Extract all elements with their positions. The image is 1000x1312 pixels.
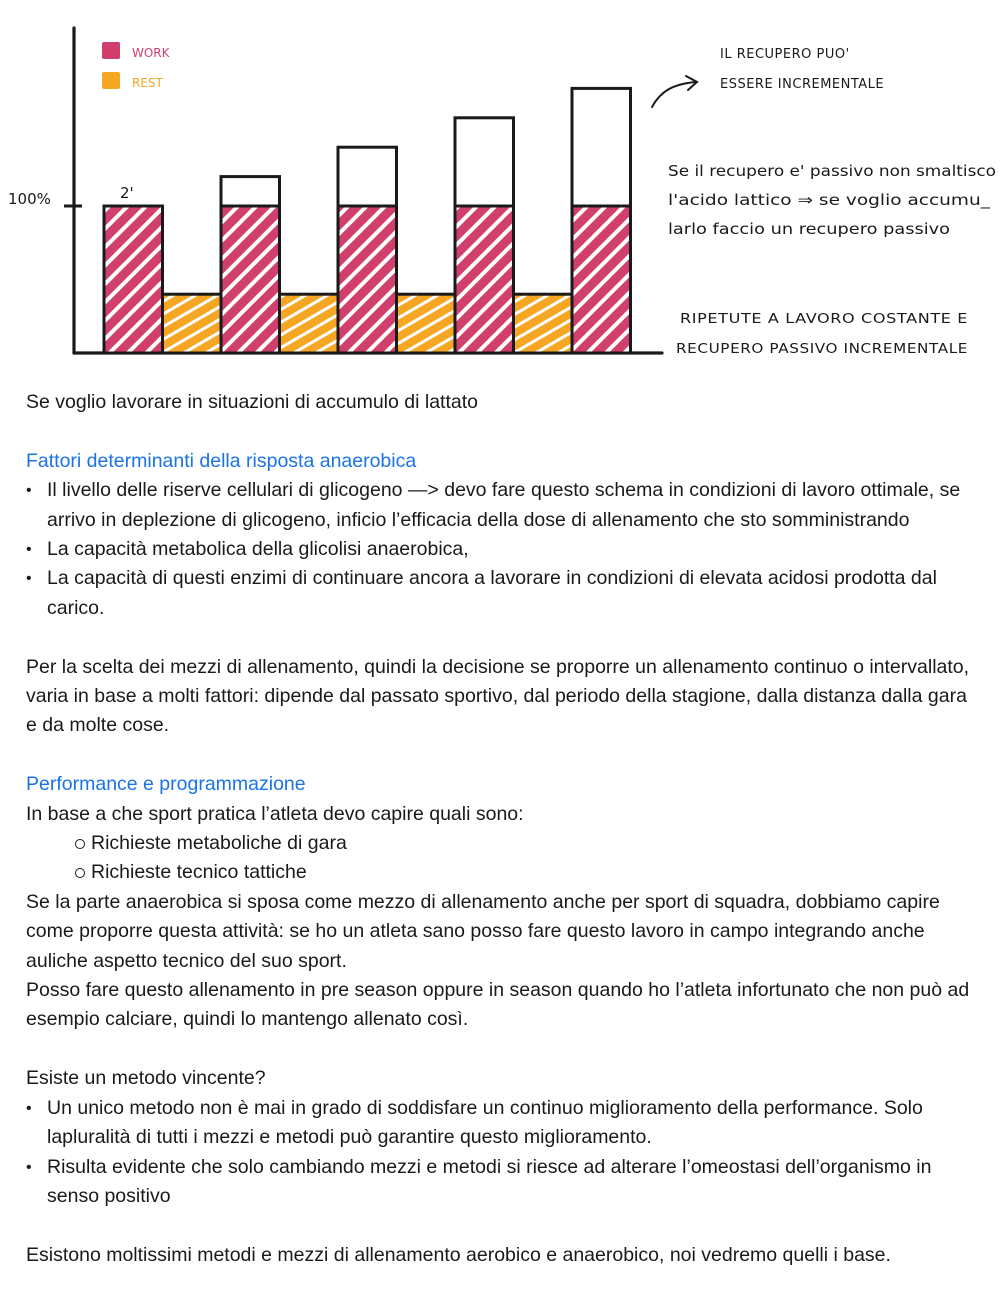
work-bar	[221, 206, 280, 353]
paragraph-mezzi: Per la scelta dei mezzi di allenamento, quindi la decisione se proporre un allenamento continuo o intervallato, varia in base a molti fattori: dipende dal passato sportivo, dal periodo della stagione, dalla distanza dalla gara e da molte cose.	[26, 655, 970, 737]
factors-list	[26, 476, 976, 623]
rest-bar	[163, 294, 222, 353]
legend-rest-swatch	[102, 72, 120, 89]
annotation-bottom-line-2: RECUPERO PASSIVO INCREMENTALE	[676, 342, 968, 357]
work-bar	[104, 206, 163, 353]
list-item: • Il livello delle riserve cellulari di glicogeno —> devo fare questo schema in condizioni di lavoro ottimale, se arrivo in deplezione di glicogeno, inficio l’efficacia della dose di allenamento che sto somministrando	[26, 476, 976, 535]
annotation-top-line-2: ESSERE INCREMENTALE	[720, 77, 885, 92]
rest-bar	[280, 294, 339, 353]
annotation-mid-line-2: l'acido lattico ⇒ se voglio accumu_	[668, 191, 929, 209]
closing-text: Esistono moltissimi metodi e mezzi di allenamento aerobico e anaerobico, noi vedremo quelli i base.	[26, 1243, 891, 1266]
legend-work-swatch	[102, 42, 120, 59]
list-item: • Risulta evidente che solo cambiando mezzi e metodi si riesce ad alterare l’omeostasi dell’organismo in senso positivo	[26, 1153, 976, 1212]
work-bar	[455, 206, 514, 353]
annotation-mid-line-1: Se il recupero e' passivo non smaltisco	[668, 162, 996, 180]
metodo-list	[26, 1094, 976, 1212]
paragraph-sport: In base a che sport pratica l’atleta devo capire quali sono:	[26, 802, 524, 825]
list-item: • Un unico metodo non è mai in grado di soddisfare un continuo miglioramento della performance. Solo lapluralità di tutti i mezzi e metodi può garantire questo miglioramento.	[26, 1094, 976, 1153]
annotation-top-line-1: IL RECUPERO PUO'	[720, 47, 850, 62]
list-item: Richieste tecnico tattiche	[75, 858, 976, 887]
heading-performance: Performance e programmazione	[26, 773, 306, 796]
paragraph-squadra: Se la parte anaerobica si sposa come mezzo di allenamento anche per sport di squadra, dobbiamo capire come proporre questa attività: se ho un atleta sano posso fare questo lavoro in campo integrando anche auliche aspetto tecnico del suo sport.	[26, 890, 940, 972]
notes-body	[26, 388, 976, 1270]
rest-bar	[514, 294, 573, 353]
list-item: • La capacità di questi enzimi di continuare ancora a lavorare in condizioni di elevata acidosi prodotta dal carico.	[26, 564, 976, 623]
paragraph-season: Posso fare questo allenamento in pre season oppure in season quando ho l’atleta infortunato che non può ad esempio calciare, quindi lo mantengo allenato così.	[26, 979, 970, 1031]
legend-rest-label: REST	[132, 76, 163, 90]
question-metodo: Esiste un metodo vincente?	[26, 1067, 266, 1090]
annotation-arrow	[652, 82, 696, 107]
list-item: • La capacità metabolica della glicolisi anaerobica,	[26, 535, 976, 564]
recovery-increment-box	[455, 118, 514, 206]
y-tick-label: 100%	[8, 190, 51, 208]
rest-bar	[397, 294, 456, 353]
annotation-bottom-line-1: RIPETUTE A LAVORO COSTANTE E	[680, 312, 968, 327]
requirements-list	[26, 829, 976, 888]
recovery-increment-box	[338, 147, 397, 206]
intro-text: Se voglio lavorare in situazioni di accumulo di lattato	[26, 391, 478, 413]
work-duration-label: 2'	[120, 184, 134, 202]
work-bar	[572, 206, 631, 353]
heading-fattori: Fattori determinanti della risposta anaerobica	[26, 449, 417, 472]
legend-work-label: WORK	[132, 46, 170, 60]
interval-training-sketch	[0, 0, 1000, 372]
bars-group	[104, 88, 631, 353]
recovery-increment-box	[572, 88, 631, 206]
list-item: Richieste metaboliche di gara	[75, 829, 976, 858]
work-bar	[338, 206, 397, 353]
recovery-increment-box	[221, 177, 280, 206]
annotation-mid-line-3: larlo faccio un recupero passivo	[668, 220, 950, 238]
